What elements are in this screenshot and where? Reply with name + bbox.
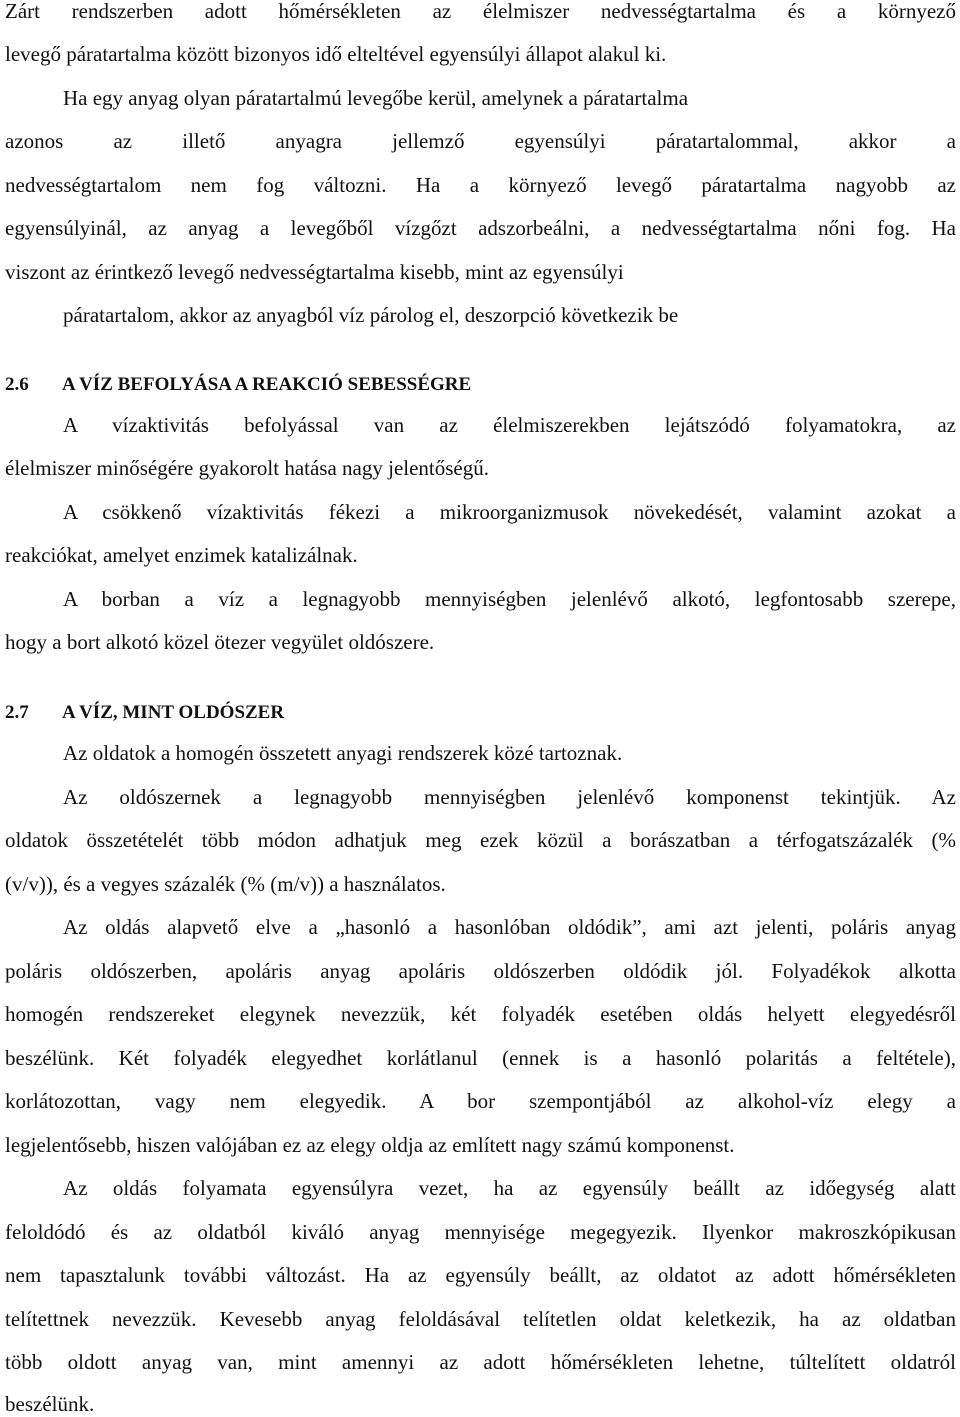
text-line: Az oldás folyamata egyensúlyra vezet, ha az egyensúly beállt az időegység alatt xyxy=(63,1176,956,1200)
section-number: 2.7 xyxy=(5,702,29,723)
text-line: egyensúlyinál, az anyag a levegőből vízgőzt adszorbeálni, a nedvességtartalma nőni fog. Ha xyxy=(5,216,956,240)
text-line: beszélünk. xyxy=(5,1392,95,1416)
text-line: több oldott anyag van, mint amennyi az adott hőmérsékleten lehetne, túltelített oldatról xyxy=(5,1350,956,1374)
text-line: élelmiszer minőségére gyakorolt hatása nagy jelentőségű. xyxy=(5,456,489,480)
text-line: telítettnek nevezzük. Kevesebb anyag feloldásával telítetlen oldat keletkezik, ha az oldatban xyxy=(5,1307,956,1331)
text-line: feloldódó és az oldatból kiváló anyag mennyisége megegyezik. Ilyenkor makroszkópikusan xyxy=(5,1220,956,1244)
text-line: Az oldatok a homogén összetett anyagi rendszerek közé tartoznak. xyxy=(63,741,623,765)
text-line: reakciókat, amelyet enzimek katalizálnak. xyxy=(5,543,358,567)
text-line: hogy a bort alkotó közel ötezer vegyület oldószere. xyxy=(5,630,435,654)
section-number: 2.6 xyxy=(5,374,29,395)
text-line: poláris oldószerben, apoláris anyag apoláris oldószerben oldódik jól. Folyadékok alkotta xyxy=(5,959,956,983)
text-line: oldatok összetételét több módon adhatjuk meg ezek közül a borászatban a térfogatszázalék (% xyxy=(5,828,956,852)
text-line: viszont az érintkező levegő nedvességtartalma kisebb, mint az egyensúlyi xyxy=(5,260,624,284)
text-line: Az oldás alapvető elve a „hasonló a hasonlóban oldódik”, ami azt jelenti, poláris anyag xyxy=(63,915,956,939)
text-line: nedvességtartalom nem fog változni. Ha a környező levegő páratartalma nagyobb az xyxy=(5,173,956,197)
text-line: Zárt rendszerben adott hőmérsékleten az élelmiszer nedvességtartalma és a környező xyxy=(5,0,956,23)
section-heading-2-6 xyxy=(5,372,471,398)
text-line: Az oldószernek a legnagyobb mennyiségben jelenlévő komponenst tekintjük. Az xyxy=(63,785,956,809)
section-title: A VÍZ BEFOLYÁSA A REAKCIÓ SEBESSÉGRE xyxy=(62,374,472,395)
text-line: A borban a víz a legnagyobb mennyiségben jelenlévő alkotó, legfontosabb szerepe, xyxy=(63,587,956,611)
text-line: beszélünk. Két folyadék elegyedhet korlátlanul (ennek is a hasonló polaritás a feltétele), xyxy=(5,1046,956,1070)
text-line: nem tapasztalunk további változást. Ha az egyensúly beállt, az oldatot az adott hőmérsékleten xyxy=(5,1263,956,1287)
text-line: (v/v)), és a vegyes százalék (% (m/v)) a használatos. xyxy=(5,872,446,896)
text-line: Ha egy anyag olyan páratartalmú levegőbe kerül, amelynek a páratartalma xyxy=(63,86,689,110)
text-line: azonos az illető anyagra jellemző egyensúlyi páratartalommal, akkor a xyxy=(5,129,956,153)
text-line: korlátozottan, vagy nem elegyedik. A bor szempontjából az alkohol-víz elegy a xyxy=(5,1089,956,1113)
text-line: legjelentősebb, hiszen valójában ez az elegy oldja az említett nagy számú komponenst. xyxy=(5,1133,735,1157)
text-line: homogén rendszereket elegynek nevezzük, két folyadék esetében oldás helyett elegyedésről xyxy=(5,1002,956,1026)
text-line: A csökkenő vízaktivitás fékezi a mikroorganizmusok növekedését, valamint azokat a xyxy=(63,500,956,524)
section-title: A VÍZ, MINT OLDÓSZER xyxy=(62,702,285,723)
text-line: levegő páratartalma között bizonyos idő elteltével egyensúlyi állapot alakul ki. xyxy=(5,42,667,66)
section-heading-2-7 xyxy=(5,700,284,726)
text-line: A vízaktivitás befolyással van az élelmiszerekben lejátszódó folyamatokra, az xyxy=(63,413,956,437)
text-line: páratartalom, akkor az anyagból víz párolog el, deszorpció következik be xyxy=(63,303,679,327)
